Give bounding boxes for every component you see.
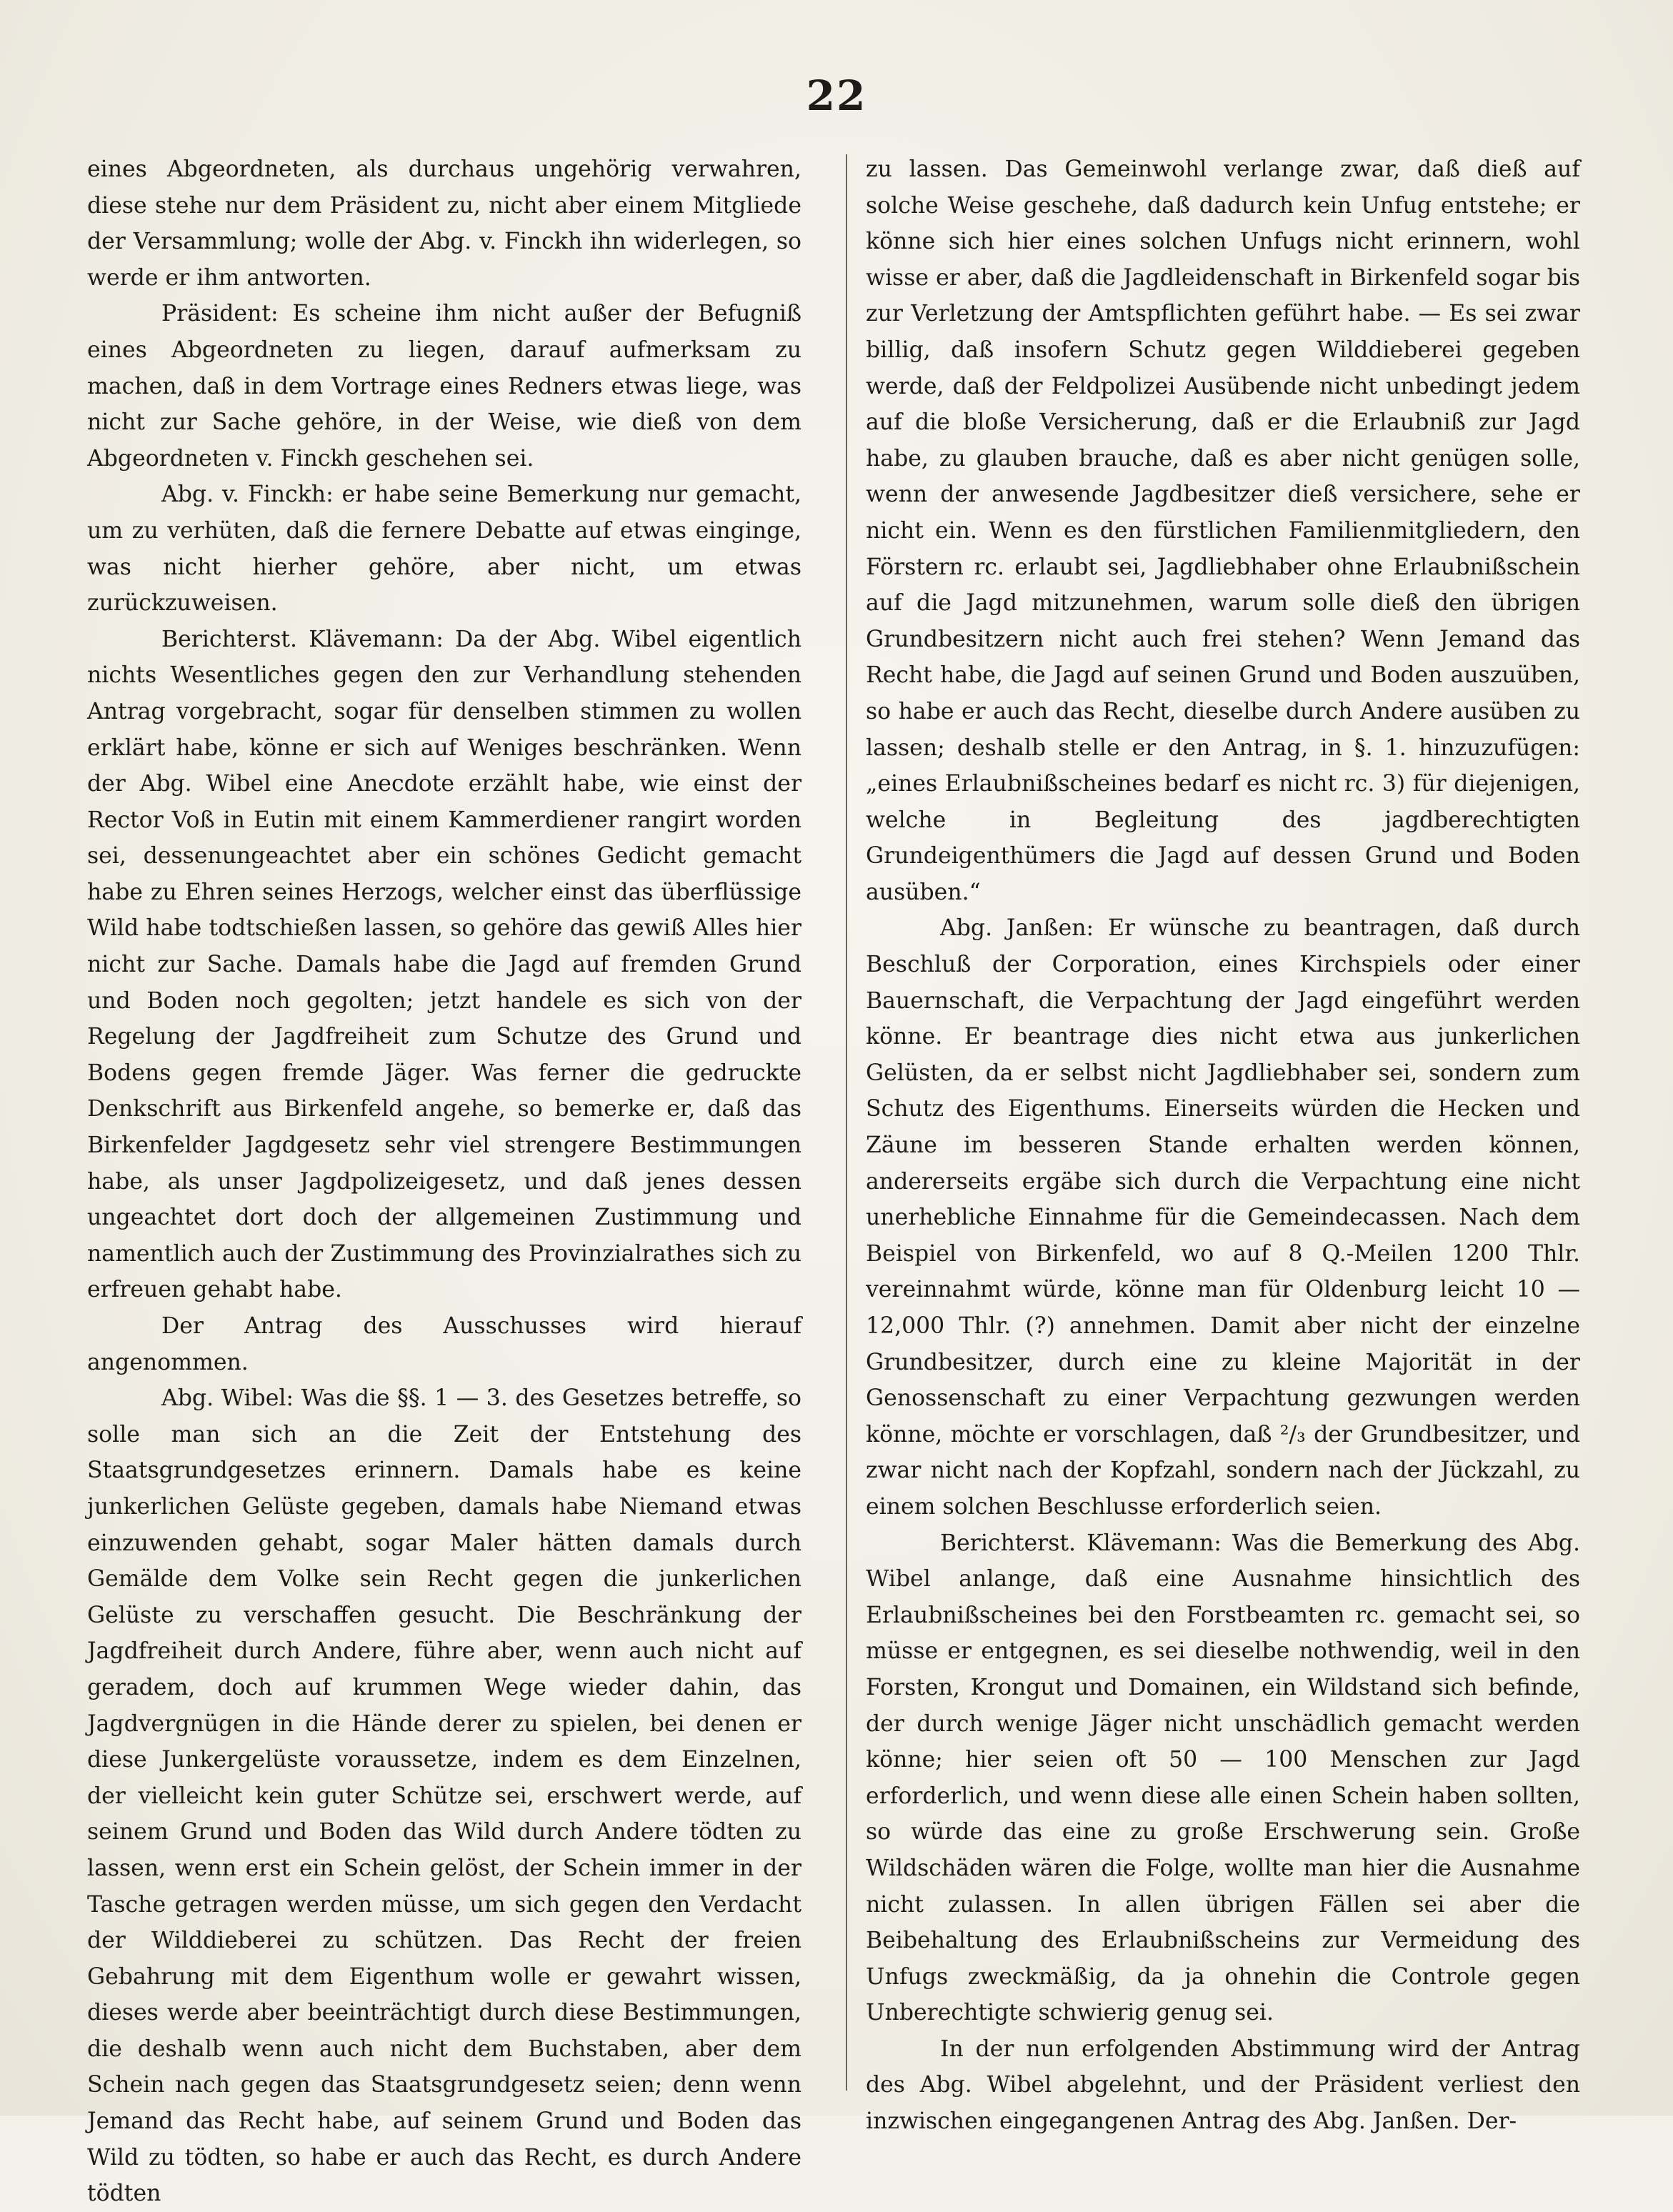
paragraph: Der Antrag des Ausschusses wird hierauf angenommen.	[87, 1313, 801, 1375]
paragraph: Abg. Wibel: Was die §§. 1 — 3. des Gesetzes betreffe, so solle man sich an die Zeit der Entstehung des Staatsgrundgesetzes erinnern. Damals habe es keine junkerlichen Gelüste gegeben, damals habe Niemand etwas einzuwenden gehabt, sogar Maler hätten damals durch Gemälde dem Volke sein Recht gegen die junkerlichen Gelüste zu verschaffen gesucht. Die Beschränkung der Jagdfreiheit durch Andere, führe aber, wenn auch nicht auf geradem, doch auf krummen Wege wieder dahin, das Jagdvergnügen in die Hände derer zu spielen, bei denen er diese Junkergelüste voraussetze, indem es dem Einzelnen, der vielleicht kein guter Schütze sei, erschwert werde, auf seinem Grund und Boden das Wild durch Andere tödten zu lassen, wenn erst ein Schein gelöst, der Schein immer in der Tasche getragen werden müsse, um sich gegen den Verdacht der Wilddieberei zu schützen. Das Recht der freien Gebahrung mit dem Eigenthum wolle er gewahrt wissen, dieses werde aber beeinträchtigt durch diese Bestimmungen, die deshalb wenn auch nicht dem Buchstaben, aber dem Schein nach gegen das Staatsgrundgesetz seien; denn wenn Jemand das Recht habe, auf seinem Grund und Boden das Wild zu tödten, so habe er auch das Recht, es durch Andere tödten	[87, 1385, 801, 2207]
right-column	[866, 151, 1580, 2140]
left-column	[87, 151, 801, 2212]
paragraph: In der nun erfolgenden Abstimmung wird der Antrag des Abg. Wibel abgelehnt, und der Präsident verliest den inzwischen eingegangenen Antrag des Abg. Janßen. Der-	[866, 2036, 1580, 2135]
paragraph: Abg. Janßen: Er wünsche zu beantragen, daß durch Beschluß der Corporation, eines Kirchspiels oder einer Bauernschaft, die Verpachtung der Jagd eingeführt werden könne. Er beantrage dies nicht etwa aus junkerlichen Gelüsten, da er selbst nicht Jagdliebhaber sei, sondern zum Schutz des Eigenthums. Einerseits würden die Hecken und Zäune im besseren Stande erhalten werden können, andererseits ergäbe sich durch die Verpachtung eine nicht unerhebliche Einnahme für die Gemeindecassen. Nach dem Beispiel von Birkenfeld, wo auf 8 Q.-Meilen 1200 Thlr. vereinnahmt würde, könne man für Oldenburg leicht 10 — 12,000 Thlr. (?) annehmen. Damit aber nicht der einzelne Grundbesitzer, durch eine zu kleine Majorität in der Genossenschaft zu einer Verpachtung gezwungen werden könne, möchte er vorschlagen, daß ²/₃ der Grundbesitzer, und zwar nicht nach der Kopfzahl, sondern nach der Jückzahl, zu einem solchen Beschlusse erforderlich seien.	[866, 915, 1580, 1520]
paragraph: Berichterst. Klävemann: Da der Abg. Wibel eigentlich nichts Wesentliches gegen den zur Verhandlung stehenden Antrag vorgebracht, sogar für denselben stimmen zu wollen erklärt habe, könne er sich auf Weniges beschränken. Wenn der Abg. Wibel eine Anecdote erzählt habe, wie einst der Rector Voß in Eutin mit einem Kammerdiener rangirt worden sei, dessenungeachtet aber ein schönes Gedicht gemacht habe zu Ehren seines Herzogs, welcher einst das überflüssige Wild habe todtschießen lassen, so gehöre das gewiß Alles hier nicht zur Sache. Damals habe die Jagd auf fremden Grund und Boden noch gegolten; jetzt handele es sich von der Regelung der Jagdfreiheit zum Schutze des Grund und Bodens gegen fremde Jäger. Was ferner die gedruckte Denkschrift aus Birkenfeld angehe, so bemerke er, daß das Birkenfelder Jagdgesetz sehr viel strengere Bestimmungen habe, als unser Jagdpolizeigesetz, und daß jenes dessen ungeachtet dort doch der allgemeinen Zustimmung und namentlich auch der Zustimmung des Provinzialrathes sich zu erfreuen gehabt habe.	[87, 626, 801, 1303]
paragraph: Berichterst. Klävemann: Was die Bemerkung des Abg. Wibel anlange, daß eine Ausnahme hinsichtlich des Erlaubnißscheines bei den Forstbeamten rc. gemacht sei, so müsse er entgegnen, es sei dieselbe nothwendig, weil in den Forsten, Krongut und Domainen, ein Wildstand sich befinde, der durch wenige Jäger nicht unschädlich gemacht werden könne; hier seien oft 50 — 100 Menschen zur Jagd erforderlich, und wenn diese alle einen Schein haben sollten, so würde das eine zu große Erschwerung sein. Große Wildschäden wären die Folge, wollte man hier die Ausnahme nicht zulassen. In allen übrigen Fällen sei aber die Beibehaltung des Erlaubnißscheins zur Vermeidung des Unfugs zweckmäßig, da ja ohnehin die Controle gegen Unberechtigte schwierig genug sei.	[866, 1530, 1580, 2026]
paragraph: Abg. v. Finckh: er habe seine Bemerkung nur gemacht, um zu verhüten, daß die fernere Debatte auf etwas einginge, was nicht hierher gehöre, aber nicht, um etwas zurückzuweisen.	[87, 482, 801, 617]
column-divider	[846, 154, 847, 2091]
paragraph: Präsident: Es scheine ihm nicht außer der Befugniß eines Abgeordneten zu liegen, darauf aufmerksam zu machen, daß in dem Vortrage eines Redners etwas liege, was nicht zur Sache gehöre, in der Weise, wie dieß von dem Abgeordneten v. Finckh geschehen sei.	[87, 301, 801, 472]
paragraph: eines Abgeordneten, als durchaus ungehörig verwahren, diese stehe nur dem Präsident zu, nicht aber einem Mitgliede der Versammlung; wolle der Abg. v. Finckh ihn widerlegen, so werde er ihm antworten.	[87, 156, 801, 291]
paragraph: zu lassen. Das Gemeinwohl verlange zwar, daß dieß auf solche Weise geschehe, daß dadurch kein Unfug entstehe; er könne sich hier eines solchen Unfugs nicht erinnern, wohl wisse er aber, daß die Jagdleidenschaft in Birkenfeld sogar bis zur Verletzung der Amtspflichten geführt habe. — Es sei zwar billig, daß insofern Schutz gegen Wilddieberei gegeben werde, daß der Feldpolizei Ausübende nicht unbedingt jedem auf die bloße Versicherung, daß er die Erlaubniß zur Jagd habe, zu glauben brauche, daß es aber nicht genügen solle, wenn der anwesende Jagdbesitzer dieß versichere, sehe er nicht ein. Wenn es den fürstlichen Familienmitgliedern, den Förstern rc. erlaubt sei, Jagdliebhaber ohne Erlaubnißschein auf die Jagd mitzunehmen, warum solle dieß den übrigen Grundbesitzern nicht auch frei stehen? Wenn Jemand das Recht habe, die Jagd auf seinen Grund und Boden auszuüben, so habe er auch das Recht, dieselbe durch Andere ausüben zu lassen; deshalb stelle er den Antrag, in §. 1. hinzuzufügen: „eines Erlaubnißscheines bedarf es nicht rc. 3) für diejenigen, welche in Begleitung des jagdberechtigten Grundeigenthümers die Jagd auf dessen Grund und Boden ausüben.“	[866, 156, 1580, 905]
page-number: 22	[806, 71, 867, 120]
